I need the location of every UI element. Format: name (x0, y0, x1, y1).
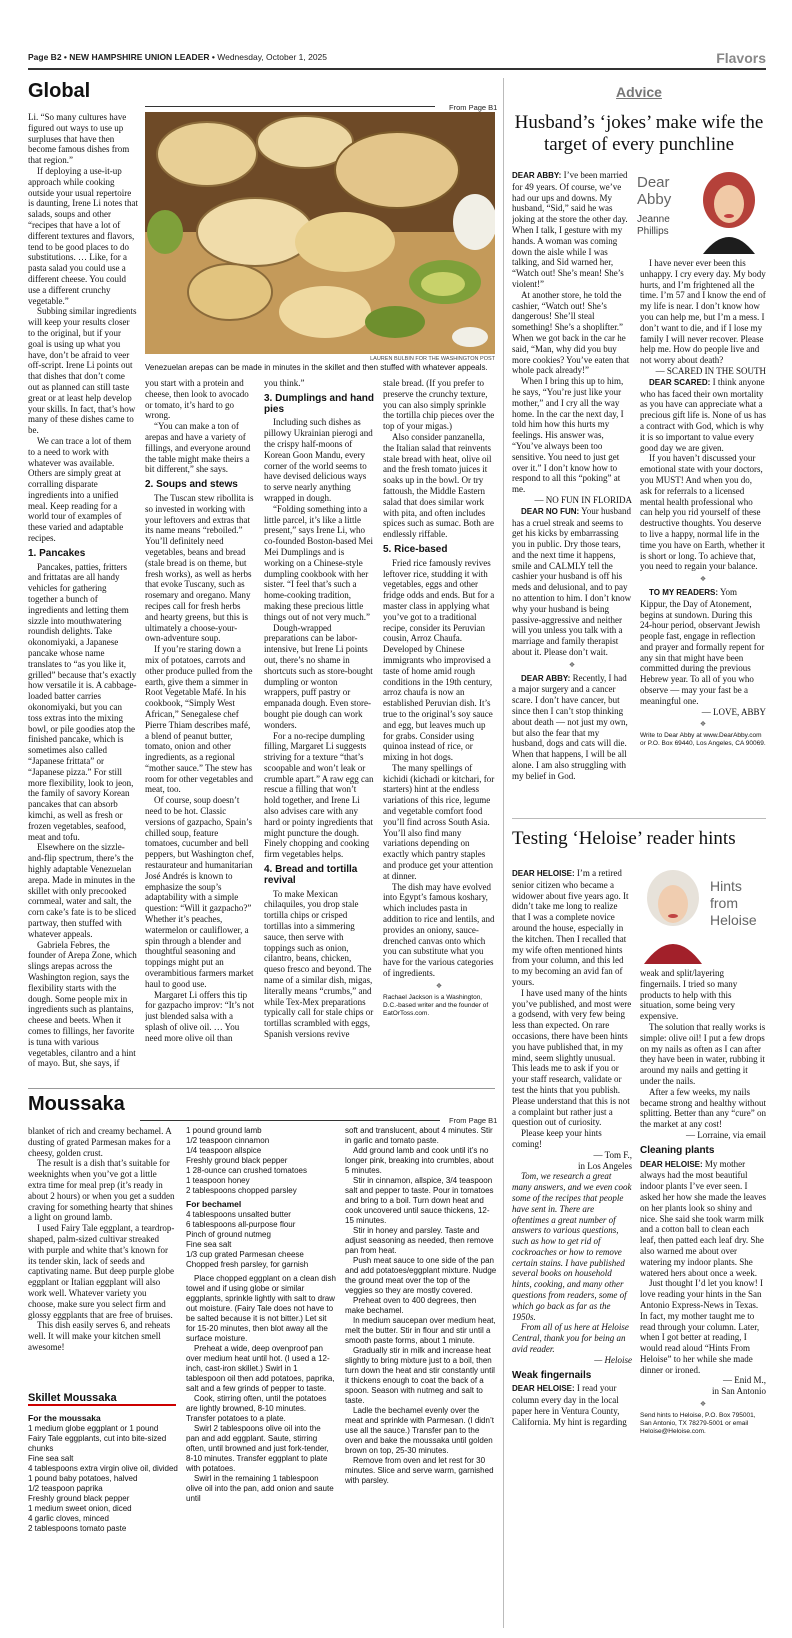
letter-text: Recently, I had a major surgery and a cancer scare. I don’t have cancer, but since then I can’t stop thinking about death — not just my own, but also the fear that my husband, dogs and cats will die. When that happens, I will be all alone. I am also struggling with my belief in God. (512, 672, 628, 781)
signature: in San Antonio (711, 1386, 766, 1397)
heloise-label (710, 878, 757, 929)
paragraph: If deploying a use-it-up approach while cooking outside your usual repertoire is daunting, Irene Li notes that salads, soups and other “recipes that have a lot of different textures and flavors, tend to be good places to do substitutions. … Like, for a pasta salad you could use a different cheese. You could use a different crunchy vegetable.” (28, 165, 138, 306)
paragraph: The solution that really works is simple: olive oil! I put a few drops on my nails as often as I can after they have been in water, rubbing it around my nails and getting it under the nails. (640, 1021, 766, 1086)
abby-label (637, 174, 671, 208)
arepas-illustration (145, 112, 495, 354)
paragraph: Dough-wrapped preparations can be labor-intensive, but Irene Li points out, there’s no shame in shortcuts such as store-bought dumpling or wonton wrappers, puff pastry or empanada dough. Even store-bought pie dough can work wonders. (264, 622, 373, 730)
abby-author-first: Jeanne (637, 214, 670, 225)
paragraph: you think.” (264, 378, 305, 388)
paragraph: Fried rice famously revives leftover rice, studding it with vegetables, eggs and other fridge odds and ends. But for a master class in applying what you’ve got to a traditional recipe, consider its Peruvian cousin, Arroz Chaufa. Developed by Chinese immigrants who improvised a taste of home amid rough conditions in the 19th century, arroz chaufa is now an established Peruvian dish. It’s true to the original’s soy sauce and egg, but leaves much up for grabs. Consider using quinoa instead of rice, or mixing in hot dogs. (383, 557, 495, 763)
heloise-label-3: Heloise (710, 912, 757, 928)
recipe-step: Ladle the bechamel evenly over the meat and sprinkle with Parmesan. (I didn’t use all the sauce.) Transfer pan to the oven and bake the moussaka until golden brown on top, 25-30 minutes. (345, 1406, 494, 1455)
recipe-step: Push meat sauce to one side of the pan and add potatoes/eggplant mixture. Nudge the ground meat over the top of the veggies so they are mostly covered. (345, 1256, 497, 1295)
paragraph: stale bread. (If you prefer to preserve the crunchy texture, you can also simply sprinkle the tortilla chip pieces over the top of your migas.) (383, 378, 495, 432)
subhead-soups: 2. Soups and stews (145, 479, 238, 491)
advice-note: Write to Dear Abby at www.DearAbby.com or P.O. Box 69440, Los Angeles, CA 90069. (640, 732, 766, 748)
signature: — LOVE, ABBY (701, 706, 766, 717)
section-rule-moussaka (28, 1088, 495, 1089)
signature: — SCARED IN THE SOUTH (655, 365, 766, 376)
moussaka-column-1 (28, 1126, 176, 1386)
signature: — Heloise (594, 1354, 632, 1365)
paragraph: The dish may have evolved into Egypt’s famous koshary, which includes pasta in addition to rice and lentils, and provides an oniony, sauce-drenched canvas onto which you can substitute what you have for the various categories of ingredients. (383, 881, 495, 979)
ingredient-item: Chopped fresh parsley, for garnish (186, 1260, 309, 1269)
photo-credit: LAUREN BULBIN FOR THE WASHINGTON POST (370, 356, 495, 362)
ingredient-item: Fine sea salt (28, 1454, 74, 1463)
paper-name: NEW HAMPSHIRE UNION LEADER (69, 52, 210, 62)
paragraph: If you’re staring down a mix of potatoes, carrots and other produce pulled from the earth, give them a simmer in Root Vegetable Mafé. In his cookbook, “Simply West African,” Senegalese chef Pierre Thiam describes mafé, a blend of peanut butter, tomato, onion and other ingredients, as a regional “mother sauce.” The stew has room for other vegetables and meat, too. (145, 644, 253, 795)
ingredient-item: 1 medium sweet onion, diced (28, 1504, 132, 1513)
abby-author-last: Phillips (637, 226, 669, 237)
recipe-step: Remove from oven and let rest for 30 minutes. Slice and serve warm, garnished with parsley. (345, 1456, 494, 1485)
signature: in Los Angeles (578, 1160, 632, 1171)
global-column-1 (28, 112, 138, 1082)
ingredient-item: 4 tablespoons extra virgin olive oil, divided (28, 1464, 178, 1473)
recipe-subhead: For the moussaka (28, 1413, 101, 1423)
paragraph: I have never ever been this unhappy. I cry every day. My body hurts, and I’m frightened all the time. I’m 57 and I know the end of my life is near. I don’t know how you can help me, but I’m a mess. I don’t want to die, and if I lose my family I will never recover. Please help me. How do people live and not worry about death? (640, 258, 766, 366)
paragraph: “Folding something into a little parcel, it’s like a little present,” says Irene Li, who co-founded Boston-based Mei Mei Dumplings and is working on a Chinese-style dumpling cookbook with her sister. “I feel that’s such a home-cooking tradition, making these precious little things out of not very much.” (264, 503, 373, 622)
ingredient-item: 4 garlic cloves, minced (28, 1514, 109, 1523)
ingredient-item: 6 tablespoons all-purpose flour (186, 1220, 296, 1229)
heloise-column-1 (512, 868, 632, 1633)
advice-column-1 (512, 170, 632, 810)
paragraph: you start with a protein and cheese, then look to avocado or tomato, it’s hard to go wrong. (145, 378, 249, 421)
ornament: ❖ (568, 660, 576, 669)
paragraph: Tom, we research a great many answers, and we even cook some of the recipes that people have sent in. There are oftentimes a great number of answers to various questions, such as how to get rid of cockroaches or how to remove certain stains. I have published several books on household hints, cooking, and many other questions from readers, some of which go back as far as the 1950s. (512, 1171, 632, 1322)
advice-column-2 (640, 258, 766, 811)
subhead-dumplings: 3. Dumplings and hand pies (264, 392, 374, 415)
paragraph: I have used many of the hints you’ve published, and most were a godsend, with very few being less than expected. On rare occasions, there have been hints you have published that, in my mind, seem slightly unusual. This leads me to ask if you or your staff research, validate or test the hints that you publish. Please understand that this is not a complaint but rather just a question out of curiosity. (512, 987, 632, 1128)
from-rule (145, 106, 435, 107)
ingredient-item: Pinch of ground nutmeg (186, 1230, 271, 1239)
paragraph: The many spellings of kichidi (kichadi or kitchari, for starters) hint at the endless variations of this rice, legume and vegetable comfort food you’ll find across South Asia. You’ll also find many variations depending on exactly which pantry staples and produce get your attention at dinner. (383, 762, 495, 881)
moussaka-title: Moussaka (28, 1093, 125, 1115)
paragraph: Please keep your hints coming! (512, 1128, 602, 1149)
letter-text: I’ve been married for 49 years. Of course, we’ve had our ups and downs. My husband, “Sid,” said he was joking at the store the other day. When I talk, I gesture with my hands. A woman was coming down the aisle while I was talking, and Sid warned her, “Watch out! She’s mean! She’s violent!” (512, 170, 628, 289)
paragraph: This dish easily serves 6, and reheats well. It will make your kitchen smell awesome! (28, 1320, 171, 1352)
heloise-label-1: Hints (710, 878, 742, 894)
letter-lead: DEAR SCARED: (649, 377, 711, 387)
subhead-bread: 4. Bread and tortilla revival (264, 864, 358, 886)
subhead-cleaning-plants: Cleaning plants (640, 1144, 715, 1156)
ingredient-item: 2 tablespoons chopped parsley (186, 1186, 297, 1195)
paragraph: To make Mexican chilaquiles, you drop stale tortilla chips or crisped tortillas into a simmering sauce, then serve with toppings such as onion, cilantro, beans, chicken, queso fresco and beyond. The name of a similar dish, migas, literally means “crumbs,” and while Tex-Mex preparations typically call for stale chips or tortillas scrambled with eggs, Spanish versions revive (264, 888, 374, 1040)
header-separator: • (61, 52, 70, 62)
paragraph: Also consider panzanella, the Italian salad that reinvents stale bread with heat, olive oil and the fresh tomato juices it soaks up in the bowl. Or try fattoush, the Middle Eastern salad that does similar work with pita, and often includes spices such as sumac. Both are endlessly riffable. (383, 431, 494, 540)
ingredient-item: 2 tablespoons tomato paste (28, 1524, 127, 1533)
recipe-step: Place chopped eggplant on a clean dish towel and if using globe or similar eggplants, sprinkle lightly with salt to draw out moisture. (Fairy Tale does not have to be salted because it is not bitter.) Let sit for 15-20 minutes, then blot away all the surface moisture. (186, 1274, 336, 1343)
letter-lead: DEAR HELOISE: (512, 869, 575, 878)
header-separator-2: • (209, 52, 218, 62)
header-rule (28, 68, 766, 70)
paragraph: Of course, soup doesn’t need to be hot. Classic versions of gazpacho, Spain’s chilled soup, feature tomatoes, cucumber and bell peppers, but Washington chef, restaurateur and humanitarian José Andrés is known to emphasize the soup’s adaptability with a simple question: “Will it gazpacho?” Whether it’s peaches, watermelon or cauliflower, a spin through a blender and thoughtful seasoning and toppings might put an overambitious farmers market haul to good use. (145, 795, 254, 989)
subhead-fingernails: Weak fingernails (512, 1369, 592, 1381)
page-header (28, 52, 327, 62)
global-column-4 (383, 378, 495, 1083)
ingredient-list (186, 1126, 336, 1196)
paragraph: Elsewhere on the sizzle-and-flip spectrum, there’s the highly adaptable Venezuelan arepa. Made in minutes in the skillet with only precooked cornmeal, water and salt, the corn cake’s fate is to be sliced partway, then stuffed with whatever appeals. (28, 842, 136, 939)
heloise-note: Send hints to Heloise, P.O. Box 795001, San Antonio, TX 78279-5001 or email Heloise@Heloise.com. (640, 1411, 756, 1435)
heloise-label-2: from (710, 895, 738, 911)
paragraph: blanket of rich and creamy bechamel. A dusting of grated Parmesan makes for a cheesy, golden crust. (28, 1126, 172, 1158)
paragraph: Pancakes, patties, fritters and frittatas are all handy vehicles for gathering together a bunch of ingredients and letting them sizzle into mouthwatering roundish delights. Take okonomiyaki, a Japanese pancake whose name translates to “as you like it, grilled” because that’s exactly how versatile it is. A cabbage-loaded batter carries okonomiyaki, but you can toss extras into the mixing bowl, or pile goodies atop the finished pancake, which is sometimes also called “Japanese frittata” or “Japanese pizza.” For still more flexibility, look to jeon, the family of savory Korean pancakes that can absorb kimchi, as well as fresh or frozen vegetables, seafood, meat and tofu. (28, 561, 137, 842)
ornament: ❖ (699, 720, 707, 729)
page-date: Wednesday, October 1, 2025 (217, 52, 328, 62)
paragraph: At another store, he told the cashier, “Watch out! She’s dangerous! She’ll steal something! She’s a shoplifter.” When we got back in the car he said, “Man, why did you buy more cookies? You’ve eaten that whole pack already!” (512, 289, 630, 376)
abby-label-abby: Abby (637, 191, 672, 208)
abby-label-dear: Dear (637, 174, 670, 191)
author-note: Rachael Jackson is a Washington, D.C.-based writer and the founder of EatOrToss.com. (383, 993, 489, 1017)
paragraph: Li. “So many cultures have figured out ways to use up surpluses that have then become famous dishes from that region.” (28, 112, 130, 166)
paragraph: weak and split/layering fingernails. I tried so many products to help with this situation, some being very expensive. (640, 968, 738, 1022)
recipe-column-3 (345, 1126, 497, 1631)
recipe-step: Stir in cinnamon, allspice, 3/4 teaspoon salt and pepper to taste. Pour in tomatoes and bring to a boil. Turn down heat and cook uncovered until sauce thickens, 12-15 minutes. (345, 1176, 494, 1225)
signature: — Enid M., (722, 1375, 766, 1386)
paragraph: The result is a dish that’s suitable for weeknights when you’ve got a little extra time for meal prep (it’s ready in about 2 hours) or when you get a sudden craving for something hearty that shines a light on ground lamb. (28, 1158, 175, 1223)
recipe-step: Preheat a wide, deep ovenproof pan over medium heat until hot. (I used a 12-inch, cast-iron skillet.) Swirl in 1 tablespoon oil then add potatoes, paprika, salt and a few grinds of pepper to taste. (186, 1344, 335, 1393)
advice-title: Husband’s ‘jokes’ make wife the target of every punchline (514, 112, 764, 155)
section-rule (512, 818, 766, 819)
recipe-step: Stir in honey and parsley. Taste and adjust seasoning as needed, then remove pan from heat. (345, 1226, 494, 1255)
heloise-column-2 (640, 968, 766, 1633)
recipe-step: soft and translucent, about 4 minutes. Stir in garlic and tomato paste. (345, 1126, 493, 1145)
ingredient-item: 1 medium globe eggplant or 1 pound Fairy Tale eggplants, cut into bite-sized chunks (28, 1424, 167, 1453)
letter-text: Yom Kippur, the Day of Atonement, begins at sundown. During this 24-hour period, observant Jewish people fast, engage in reflection and prayer and formally repent for any sin that might have been committed during the previous Hebrew year. To all of you who observe — may your fast be a meaningful one. (640, 586, 765, 706)
ingredient-item: Freshly ground black pepper (186, 1156, 288, 1165)
recipe-step: Preheat oven to 400 degrees, then make bechamel. (345, 1296, 477, 1315)
paragraph: We can trace a lot of them to a need to work with whatever was available. Others are simply great at corralling disparate ingredients into a unified meal. Keep reading for a world tour of examples of these varied and adaptable recipes. (28, 435, 132, 544)
global-from-page: From Page B1 (449, 103, 498, 112)
ingredient-list (186, 1210, 336, 1270)
paragraph: If you haven’t discussed your emotional state with your doctors, you MUST! And when you do, ask for referrals to a licensed mental health professional who can help you rid yourself of these destructive thoughts. You deserve to live a happy, normal life in the time you have on Earth, whether it is short or long. To achieve that, you need to regain your balance. (640, 453, 765, 572)
letter-text: I read your column every day in the local paper here in Ventura County, California. My hint is regarding (512, 1383, 627, 1427)
ingredient-item: 1/2 teaspoon paprika (28, 1484, 103, 1493)
recipe-title: Skillet Moussaka (28, 1392, 176, 1406)
advice-kicker: Advice (616, 84, 662, 100)
recipe-step: Gradually stir in milk and increase heat slightly to bring mixture just to a boil, then turn down the heat and stir constantly until it thickens enough to coat the back of a spoon. Season with nutmeg and salt to taste. (345, 1346, 495, 1405)
ingredient-item: Fine sea salt (186, 1240, 232, 1249)
paragraph: I used Fairy Tale eggplant, a teardrop-shaped, palm-sized cultivar streaked with purple and white that’s known for its tender skin, lack of seeds and captivating name. But deep purple globe eggplant or Italian eggplant will also work well. Whatever variety you choose, make sure you select firm and glossy eggplants that are free of bruises. (28, 1223, 175, 1320)
paragraph: Including such dishes as pillowy Ukrainian pierogi and the crispy half-moons of Korean Goon Mandu, every corner of the world seems to have devised delicious ways to serve nearly anything wrapped in dough. (264, 417, 373, 503)
column-divider (503, 78, 504, 1628)
paragraph: From all of us here at Heloise Central, thank you for being an avid reader. (512, 1322, 629, 1355)
paragraph: Margaret Li offers this tip for gazpacho improv: “It’s not just blended salsa with a splash of olive oil. … You need more olive oil than (145, 989, 254, 1043)
ingredient-item: 1 28-ounce can crushed tomatoes (186, 1166, 307, 1175)
recipe-step: Cook, stirring often, until the potatoes are lightly browned, 8-10 minutes. Transfer potatoes to a plate. (186, 1394, 327, 1423)
recipe-ingredients-1 (28, 1410, 178, 1630)
abby-portrait (693, 170, 763, 254)
paragraph: “You can make a ton of arepas and have a variety of fillings, and everyone around the table might make theirs a bit different,” she says. (145, 421, 251, 475)
signature: — NO FUN IN FLORIDA (534, 494, 632, 505)
paragraph: When I bring this up to him, he says, “You’re just like your mother,” and I cry all the way home. In the car the next day, I told him how this hurts my feelings. His answer was, “You’ve always been too sensitive. You need to just get over it.” I don’t know how to respond to all this “poking” at me. (512, 376, 624, 495)
heloise-badge (640, 868, 766, 964)
letter-lead: DEAR ABBY: (512, 171, 562, 180)
page-number: Page B2 (28, 52, 62, 62)
paragraph: For a no-recipe dumpling filling, Margaret Li suggests striving for a texture “that’s scoopable and won’t leak or crumble apart.” A raw egg can rescue a filling that won’t hold together, and Irene Li also advises care with any hard or pointy ingredients that might puncture the dough. Finely chopping and cooking firm vegetables helps. (264, 730, 374, 860)
ornament: ❖ (699, 575, 707, 584)
paragraph: Gabriela Febres, the founder of Arepa Zone, which slings arepas across the Washington region, says the flexibility starts with the dough. Some people mix in ingredients such as plantains, cheese and beets. When it comes to fillings, her favorite is tuna with various vegetables, cilantro and a hint of mayo. But, she says, if (28, 939, 137, 1069)
paragraph: Subbing similar ingredients will keep your results closer to the original, but if your goal is using up what you have, don’t be afraid to veer off-script. Irene Li points out that dishes that don’t come out as planned can still taste great or at least help develop your skills. In fact, that’s how many of these dishes came to be. (28, 306, 137, 436)
ingredient-item: 1/3 cup grated Parmesan cheese (186, 1250, 304, 1259)
paragraph: Just thought I’d let you know! I love reading your hints in the San Antonio Express-News in Texas. In fact, my mother taught me to read through your column. Later, when I got better at reading, I would read aloud “Hints From Heloise” to her while she made dinner or ironed. (640, 1278, 763, 1375)
abby-author (637, 214, 670, 238)
ornament: ❖ (435, 981, 443, 990)
recipe-step: Swirl 2 tablespoons olive oil into the pan and add eggplant. Saute, stirring often, until browned and just fork-tender, 8-10 minutes. Transfer eggplant to plate with potatoes. (186, 1424, 329, 1473)
ingredient-item: 1 pound ground lamb (186, 1126, 262, 1135)
subhead-rice: 5. Rice-based (383, 543, 448, 555)
letter-text: Your husband has a cruel streak and seems to get his kicks by embarrassing you in public. Dry those tears, and the next time it happens, smile and CALMLY tell the cashier your husband is off his meds and delusional, and to pay no attention to him. I don’t know why your husband is being passive-aggressive and neither will you unless you talk with a marriage and family therapist about it. Please don’t wait. (512, 505, 632, 658)
letter-lead: DEAR HELOISE: (640, 1159, 703, 1169)
ingredient-item: 4 tablespoons unsalted butter (186, 1210, 291, 1219)
subhead-pancakes: 1. Pancakes (28, 547, 86, 559)
paragraph: The Tuscan stew ribollita is so invested in working with your leftovers and extras that its name means “reboiled.” You’ll definitely need vegetables, beans and bread (stale bread is on theme, but fresh works), as well as herbs that evoke Tuscany, such as rosemary and oregano. Many recipes call for fresh herbs and hearty greens, but this is ultimately a choose-your-own-adventure soup. (145, 492, 254, 644)
recipe-column-2 (186, 1126, 336, 1631)
letter-lead: DEAR ABBY: (521, 673, 571, 683)
recipe-step: Add ground lamb and cook until it’s no longer pink, breaking into crumbles, about 5 minutes. (345, 1146, 494, 1175)
global-column-3 (264, 378, 374, 1083)
letter-text: I think anyone who has faced their own mortality as you have can appreciate what a precious gift life is. None of us has a contract with God, which is why it is so important to value every good day we are given. (640, 376, 766, 453)
letter-text: My mother always had the most beautiful indoor plants I’ve ever seen. I asked her how she made the leaves on her plants look so shiny and nice. She said she took warm milk and a cotton ball to clean each leaf, then patted each leaf dry. She also warned me about over watering my indoor plants. She watered hers about once a week. (640, 1158, 766, 1278)
from-rule-2 (140, 1120, 440, 1121)
paragraph: After a few weeks, my nails became strong and healthy without splitting. Better than any “cure” on the market at any cost! (640, 1086, 766, 1130)
recipe-step: In medium saucepan over medium heat, melt the butter. Stir in flour and stir until a smooth paste forms, about 1 minute. (345, 1316, 496, 1345)
ingredient-item: 1 teaspoon honey (186, 1176, 250, 1185)
letter-lead: DEAR HELOISE: (512, 1384, 575, 1394)
recipe-step: Swirl in the remaining 1 tablespoon olive oil into the pan, add onion and saute until (186, 1474, 334, 1503)
global-title: Global (28, 80, 91, 102)
letter-text: I’m a retired senior citizen who became a widower about five years ago. It didn’t take me long to realize that I was a complete novice around the house, especially in the kitchen. Then I recalled that my wife often mentioned hints from your column, and this led to my becoming an avid fan of yours. (512, 868, 629, 987)
signature: — Lorraine, via email (686, 1129, 766, 1140)
letter-lead: TO MY READERS: (649, 587, 719, 597)
ingredient-item: 1 pound baby potatoes, halved (28, 1474, 138, 1483)
ingredient-item: Freshly ground black pepper (28, 1494, 130, 1503)
heloise-title: Testing ‘Heloise’ reader hints (512, 828, 736, 849)
signature: — Tom F., (593, 1149, 632, 1160)
ingredient-list (28, 1424, 178, 1534)
photo-caption: Venezuelan arepas can be made in minutes in the skillet and then stuffed with whatever appeals. (145, 363, 488, 372)
ornament: ❖ (699, 1400, 707, 1409)
global-column-2 (145, 378, 255, 1083)
ingredient-item: 1/2 teaspoon cinnamon (186, 1136, 270, 1145)
heloise-portrait (640, 868, 706, 964)
letter-lead: DEAR NO FUN: (521, 506, 580, 516)
arepas-photo (145, 112, 495, 354)
moussaka-from-page: From Page B1 (449, 1116, 498, 1125)
dear-abby-badge (637, 170, 767, 256)
ingredient-item: 1/4 teaspoon allspice (186, 1146, 262, 1155)
recipe-subhead: For bechamel (186, 1199, 242, 1209)
section-flag: Flavors (716, 50, 766, 66)
